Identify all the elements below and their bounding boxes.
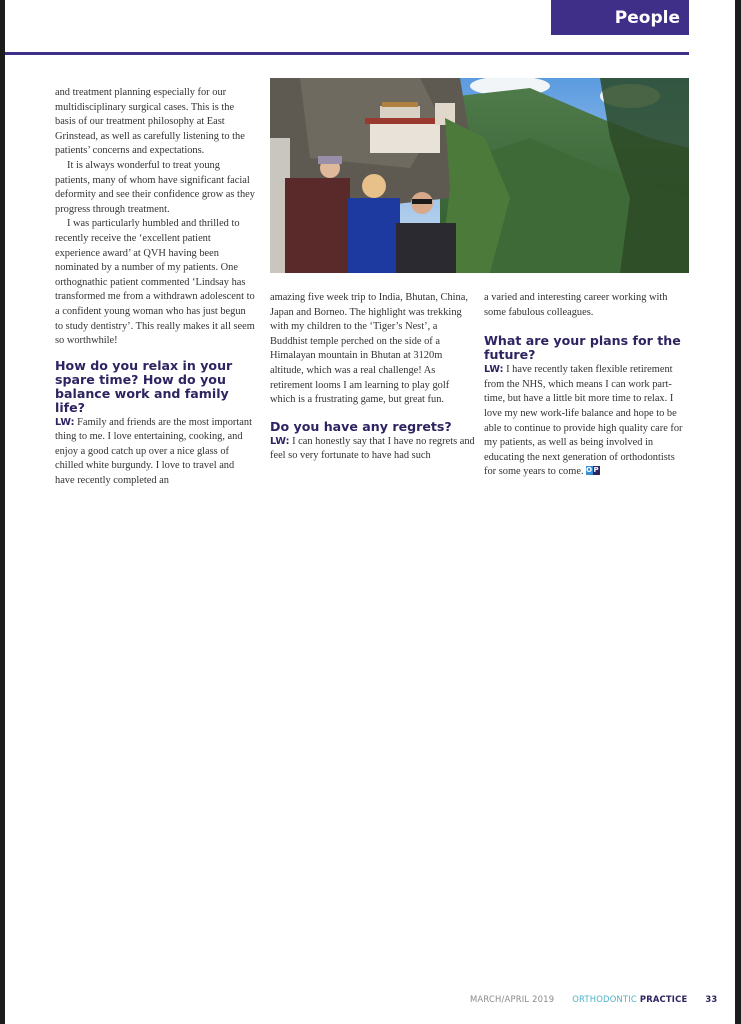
issue-date: MARCH/APRIL 2019 [470,994,555,1004]
paragraph: amazing five week trip to India, Bhutan, China, Japan and Borneo. The highlight was trekking with my children to the ‘Tiger’s Nest’, a Buddhist temple perched on the side of a Himalayan mountain in Bhutan at 3120m altitude, which was a real challenge! As retirement looms I am learning to play golf which is a frustrating game, but great fun. [270,292,468,406]
end-of-article-mark-icon: O P [586,466,599,475]
article-column-1 [55,86,255,489]
answer-paragraph [55,416,255,489]
publication-name: ORTHODONTIC PRACTICE [572,994,688,1004]
answer-text: I have recently taken flexible retirement from the NHS, which means I can work part-time, but have a little bit more time to relax. I love my new work-life balance and hope to be able to continue to provide high quality care for my patients, as well as being involved in educating the next generation of orthodontists for some years to come. [484,364,683,478]
answer-paragraph [270,435,475,464]
page-number: 33 [705,994,718,1004]
answer-paragraph [484,363,689,480]
question-heading: How do you relax in your spare time? How do you balance work and family life? [55,357,233,415]
question-heading: Do you have any regrets? [270,418,452,434]
section-label: People [614,7,680,28]
paragraph: a varied and interesting career working with some fabulous colleagues. [484,292,668,318]
article-photo [270,78,689,273]
section-tab [551,0,689,35]
article-column-2 [270,291,475,464]
paragraph: It is always wonderful to treat young patients, many of whom have significant facial deformity and see their confidence grow as they progress through treatment. [55,159,255,215]
paragraph: I was particularly humbled and thrilled to recently receive the ‘excellent patient experience award’ at QVH having been nominated by a number of my patients. One orthognathic patient commented ‘Lindsay has transformed me from a withdrawn adolescent to a confident young woman who has just begun to study dentistry’. This really makes it all seem so worthwhile! [55,218,255,347]
paragraph: and treatment planning especially for our multidisciplinary surgical cases. This is the basis of our treatment philosophy at East Grinstead, as well as carefully listening to the patients’ concerns and expectations. [55,87,245,157]
page-footer [470,994,717,1004]
tigers-nest-photo [270,78,689,273]
answer-label: LW: [55,416,75,428]
answer-label: LW: [270,435,290,447]
answer-label: LW: [484,364,504,376]
header-rule [5,52,689,55]
article-column-3 [484,291,689,480]
answer-text: I can honestly say that I have no regrets and feel so very fortunate to have had such [270,435,475,462]
question-heading: What are your plans for the future? [484,333,681,363]
answer-text: Family and friends are the most important thing to me. I love entertaining, cooking, and enjoy a good catch up over a nice glass of chilled white burgundy. I love to travel and have recently completed an [55,416,252,487]
